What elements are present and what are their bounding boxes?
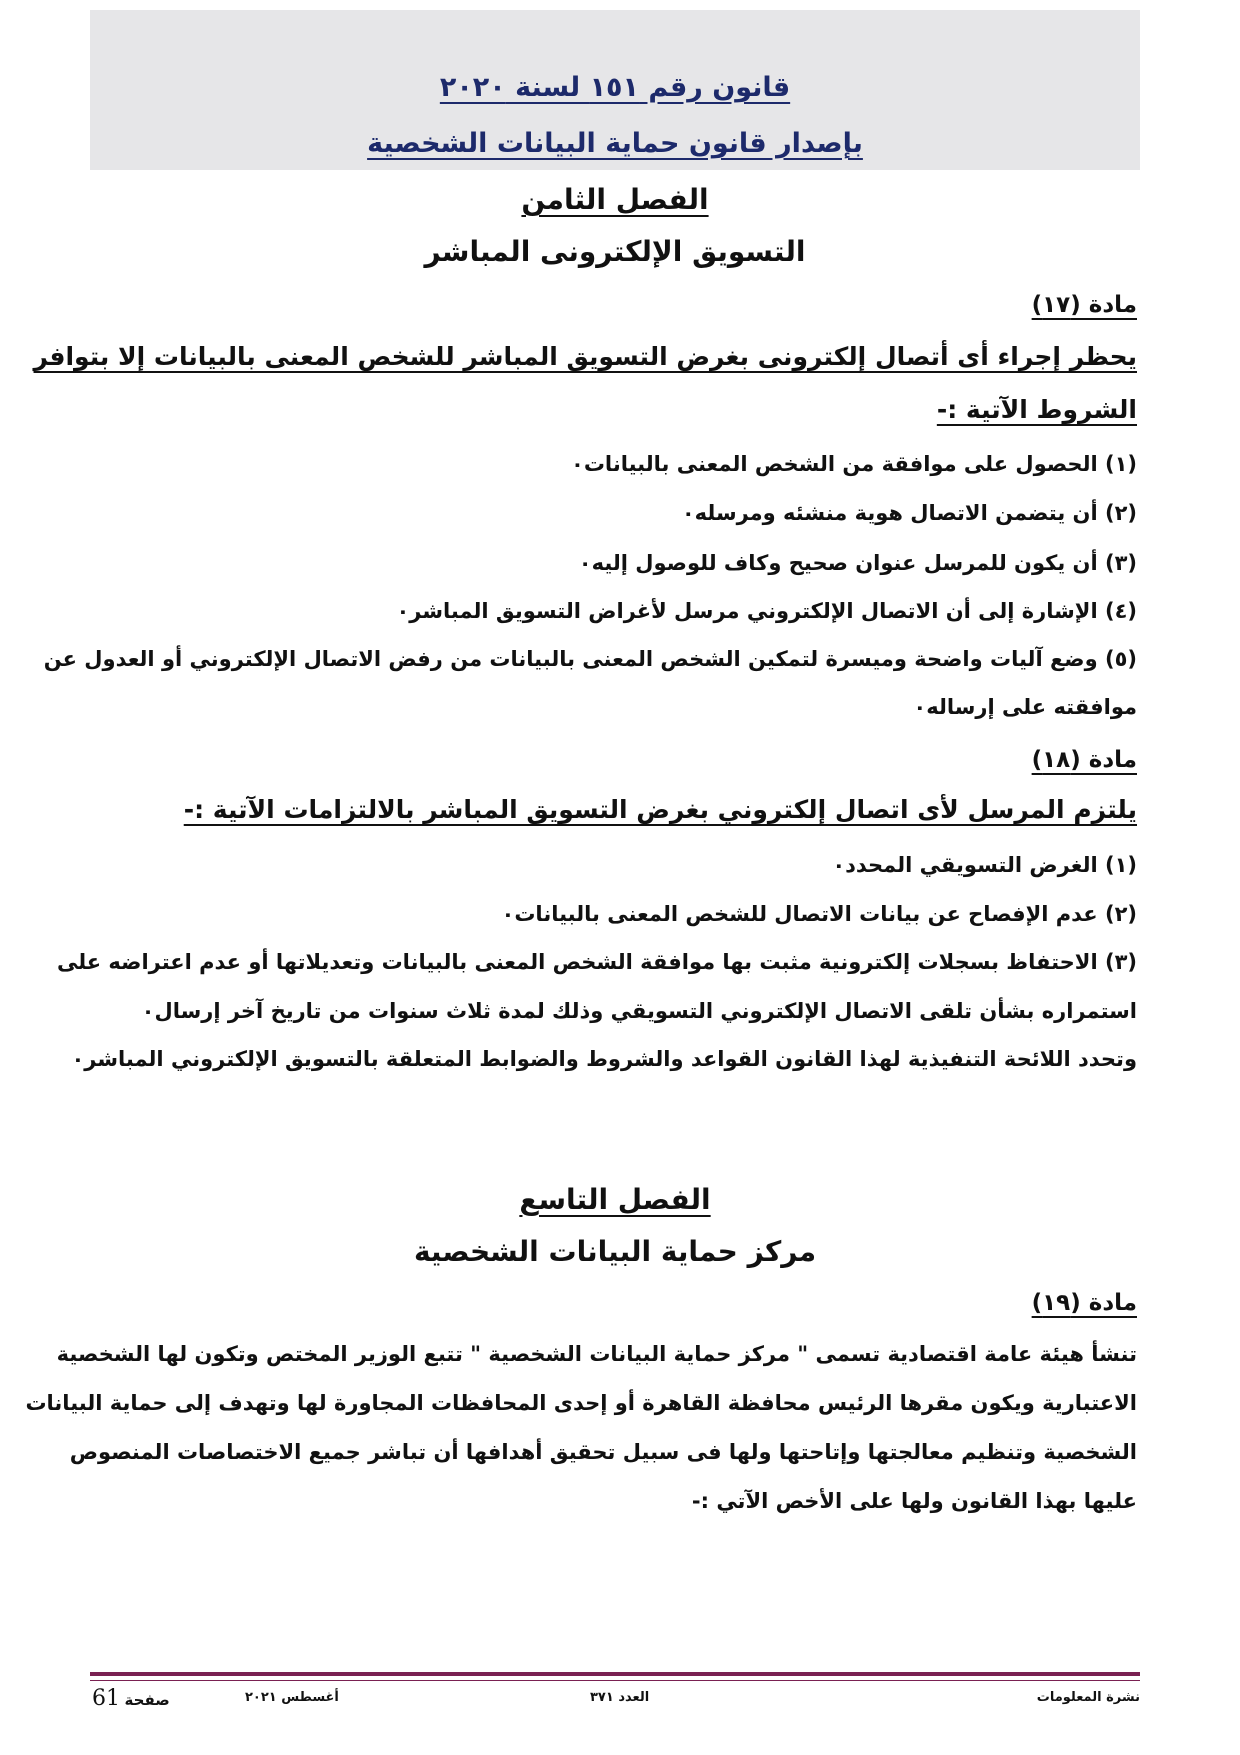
article-17-item-4: (٤) الإشارة إلى أن الاتصال الإلكتروني مرسل لأغراض التسويق المباشر٠ [396, 599, 1137, 623]
chapter-9-title: الفصل التاسع [519, 1183, 711, 1216]
law-subtitle: بإصدار قانون حماية البيانات الشخصية [367, 128, 863, 159]
article-17-lead-line1: يحظر إجراء أى أتصال إلكترونى بغرض التسويق المباشر للشخص المعنى بالبيانات إلا بتوافر [33, 342, 1137, 371]
chapter-8-title: الفصل الثامن [521, 183, 709, 216]
article-18-item-3-continued: استمراره بشأن تلقى الاتصال الإلكتروني التسويقي وذلك لمدة ثلاث سنوات من تاريخ آخر إرسال٠ [141, 999, 1137, 1023]
article-17-item-2: (٢) أن يتضمن الاتصال هوية منشئه ومرسله٠ [681, 501, 1137, 525]
chapter-8-subtitle: التسويق الإلكترونى المباشر [424, 235, 806, 268]
article-17-item-5: (٥) وضع آليات واضحة وميسرة لتمكين الشخص المعنى بالبيانات من رفض الاتصال الإلكتروني أو العدول عن [43, 647, 1137, 671]
article-18-item-2: (٢) عدم الإفصاح عن بيانات الاتصال للشخص المعنى بالبيانات٠ [501, 902, 1137, 926]
footer-page-number: 61 [92, 1686, 120, 1711]
article-19-heading: مادة (١٩) [1031, 1290, 1137, 1316]
article-18-heading: مادة (١٨) [1031, 747, 1137, 773]
article-19-line-2: الاعتبارية ويكون مقرها الرئيس محافظة القاهرة أو إحدى المحافظات المجاورة لها وتهدف إلى حماية البيانات [25, 1391, 1137, 1415]
article-18-item-3: (٣) الاحتفاظ بسجلات إلكترونية مثبت بها موافقة الشخص المعنى بالبيانات وتعديلاتها أو عدم اعتراضه على [56, 950, 1137, 974]
article-17-lead-line2: الشروط الآتية :- [936, 395, 1137, 424]
law-title: قانون رقم ١٥١ لسنة ٢٠٢٠ [439, 72, 791, 103]
article-18-lead: يلتزم المرسل لأى اتصال إلكتروني بغرض التسويق المباشر بالالتزامات الآتية :- [183, 795, 1137, 824]
footer-issue: العدد ٣٧١ [590, 1690, 650, 1705]
article-17-heading: مادة (١٧) [1031, 292, 1137, 318]
footer-date: أغسطس ٢٠٢١ [245, 1690, 339, 1705]
footer-publication: نشرة المعلومات [1036, 1690, 1140, 1705]
article-18-item-1: (١) الغرض التسويقي المحدد٠ [832, 853, 1137, 877]
article-19-line-4: عليها بهذا القانون ولها على الأخص الآتي :- [691, 1489, 1137, 1513]
article-17-item-5-continued: موافقته على إرساله٠ [913, 695, 1137, 719]
chapter-9-subtitle: مركز حماية البيانات الشخصية [413, 1235, 817, 1268]
article-17-item-1: (١) الحصول على موافقة من الشخص المعنى بالبيانات٠ [571, 452, 1137, 476]
footer-page-label: صفحة [124, 1691, 170, 1709]
footer-page [92, 1686, 170, 1711]
footer-rule-thin [90, 1680, 1140, 1681]
footer-rule-thick [90, 1672, 1140, 1676]
article-18-closing: وتحدد اللائحة التنفيذية لهذا القانون القواعد والشروط والضوابط المتعلقة بالتسويق الإلكتروني المباشر٠ [71, 1047, 1137, 1071]
article-17-item-3: (٣) أن يكون للمرسل عنوان صحيح وكاف للوصول إليه٠ [578, 551, 1137, 575]
article-19-line-3: الشخصية وتنظيم معالجتها وإتاحتها ولها فى سبيل تحقيق أهدافها أن تباشر جميع الاختصاصات المنصوص [69, 1440, 1137, 1464]
article-19-line-1: تنشأ هيئة عامة اقتصادية تسمى " مركز حماية البيانات الشخصية " تتبع الوزير المختص وتكون لها الشخصية [56, 1342, 1137, 1366]
